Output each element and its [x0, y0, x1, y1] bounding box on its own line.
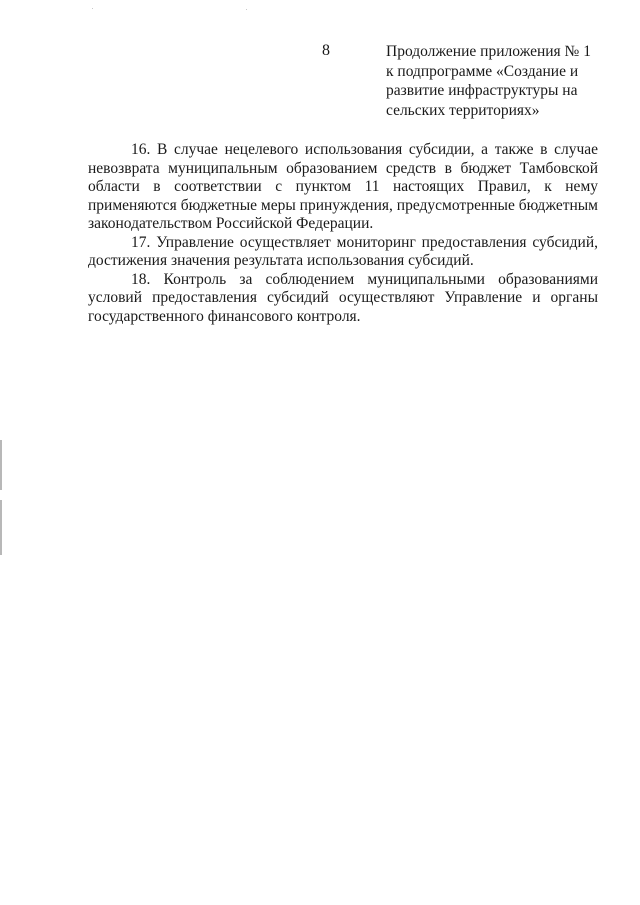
- scan-speck: [246, 9, 247, 10]
- appendix-header-line: к подпрограмме «Создание и: [386, 62, 579, 80]
- paragraph-16: 16. В случае нецелевого использования субсидии, а также в случае невозврата муниципальным образованием средств в бюджет Тамбовской области в соответствии с пунктом 11 настоящих Правил, к нему применяются бюджетные меры принуждения, предусмотренные бюджетным законодательством Российской Федерации.: [88, 141, 598, 232]
- appendix-header-line: развитие инфраструктуры на: [386, 82, 578, 99]
- scan-edge-mark: [0, 440, 2, 490]
- appendix-header-line: сельских территориях»: [386, 101, 540, 119]
- scan-speck: [92, 8, 93, 9]
- page-number: 8: [322, 42, 330, 59]
- paragraph-17: 17. Управление осуществляет мониторинг предоставления субсидий, достижения значения результата использования субсидий.: [88, 233, 598, 269]
- appendix-header: [386, 42, 616, 120]
- appendix-header-line: Продолжение приложения № 1: [386, 43, 591, 60]
- paragraph-18: 18. Контроль за соблюдением муниципальными образованиями условий предоставления субсидий осуществляют Управление и органы государственного финансового контроля.: [88, 270, 598, 325]
- document-body: [88, 141, 598, 326]
- scan-edge-mark: [0, 500, 2, 555]
